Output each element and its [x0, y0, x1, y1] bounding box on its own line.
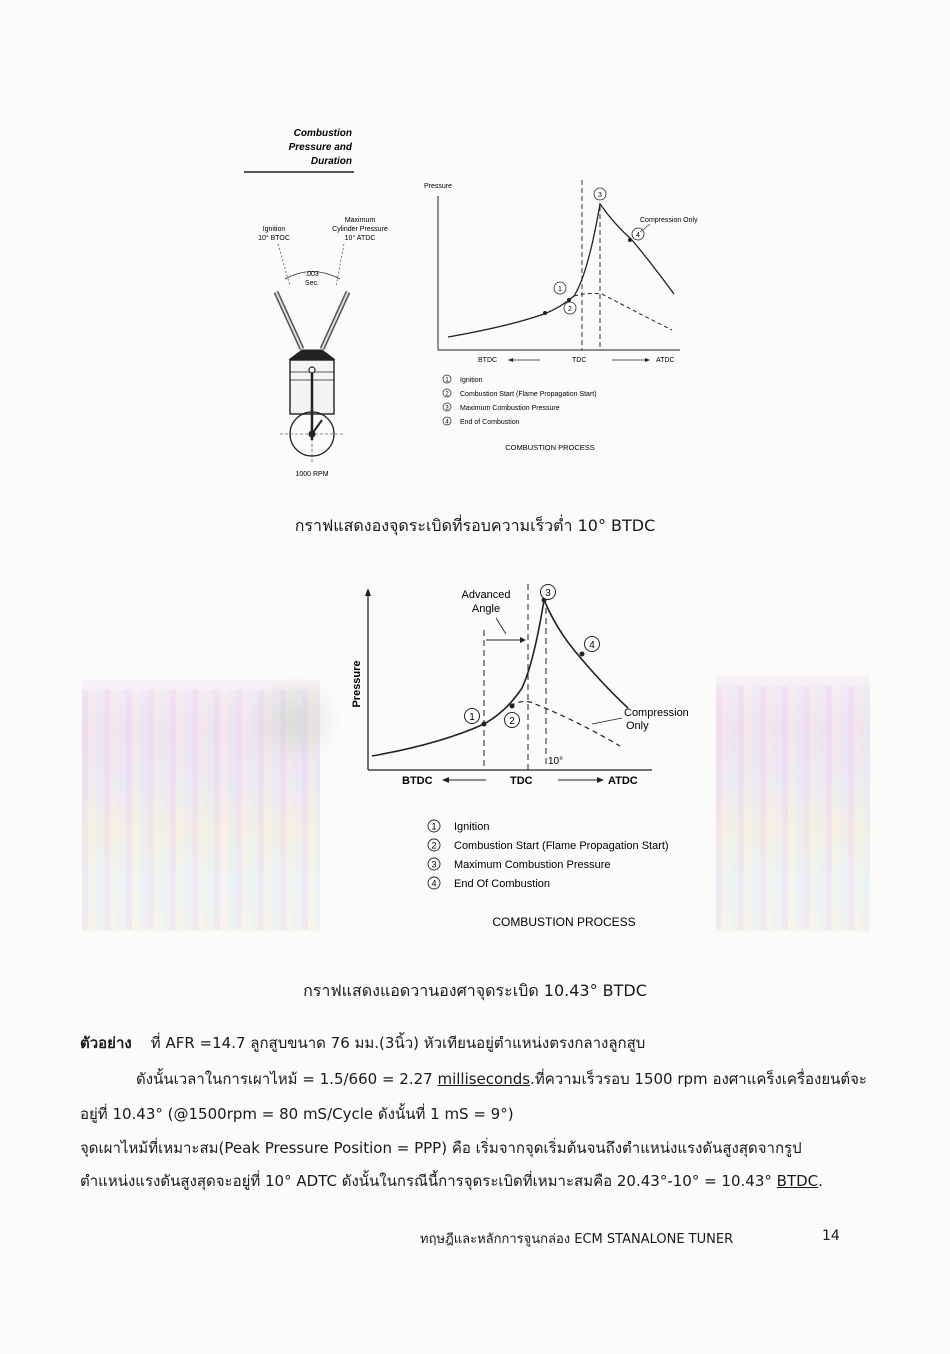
graph1-marker-1-text: 1 — [558, 286, 562, 293]
engine-cylinder-drawing — [276, 292, 348, 464]
graph2-combustion-curve — [372, 600, 628, 756]
graph1-x-atdc: ATDC — [656, 357, 675, 364]
figure-1 — [240, 124, 720, 484]
body-line-5-underlined: BTDC — [776, 1172, 819, 1190]
legend2-item-2: Combustion Start (Flame Propagation Start) — [454, 840, 669, 852]
graph2-compression-curve — [510, 702, 620, 747]
body-line-2-pre: ดังนั้นเวลาในการเผาไหม้ = 1.5/660 = 2.27 — [136, 1070, 438, 1088]
body-line-2 — [136, 1064, 896, 1095]
example-text: ที่ AFR =14.7 ลูกสูบขนาด 76 มม.(3นิ้ว) หัวเทียนอยู่ตำแหน่งตรงกลางลูกสูบ — [150, 1034, 646, 1052]
graph2-x-tdc: TDC — [510, 775, 533, 787]
graph1-compression-pointer — [640, 224, 650, 232]
figure-1-svg — [240, 124, 720, 484]
side-title-line-1: Combustion — [293, 128, 352, 139]
example-label: ตัวอย่าง — [80, 1034, 132, 1052]
duration-label-1: .003 — [305, 271, 319, 278]
graph2-process-label: COMBUSTION PROCESS — [492, 915, 636, 929]
legend2-item-3: Maximum Combustion Pressure — [454, 859, 611, 871]
body-line-5-pre: ตำแหน่งแรงดันสูงสุดจะอยู่ที่ 10° ADTC ดังนั้นในกรณีนี้การจุดระเบิดที่เหมาะสมคือ 20.43°-10° = 10.43° — [80, 1172, 777, 1190]
graph2-atdc-arrowhead — [597, 777, 604, 783]
graph1-x-btdc: BTDC — [478, 357, 498, 364]
body-line-5 — [80, 1166, 900, 1197]
legend2-item-1: Ignition — [454, 821, 490, 833]
body-line-4: จุดเผาไหม้ที่เหมาะสม(Peak Pressure Position = PPP) คือ เริ่มจากจุดเริ่มต้นจนถึงตำแหน่งแรงดันสูงสุดจากรูป — [80, 1139, 802, 1157]
graph2-x-btdc: BTDC — [402, 775, 433, 787]
graph1-y-label: Pressure — [424, 183, 453, 190]
graph2-point-2 — [510, 704, 515, 709]
legend1-item-4: End of Combustion — [460, 419, 520, 426]
graph1-process-label: COMBUSTION PROCESS — [505, 443, 595, 452]
figure-2 — [320, 578, 720, 938]
legend1-num-1: 1 — [445, 377, 449, 384]
figure-2-svg — [320, 578, 720, 938]
graph1-compression-label: Compression Only — [640, 217, 698, 224]
duration-label-2: Sec. — [304, 280, 320, 287]
caption-1: กราฟแสดงองจุดระเบิดที่รอบความเร็วต่ำ 10° BTDC — [294, 516, 656, 535]
graph1-btdc-arrowhead — [508, 358, 513, 362]
rpm-label: 1000 RPM — [295, 471, 329, 478]
caption-2: กราฟแสดงแอดวานองศาจุดระเบิด 10.43° BTDC — [303, 981, 647, 1000]
legend2-num-2: 2 — [431, 840, 437, 851]
legend1-item-1: Ignition — [460, 377, 483, 384]
graph2-ten-deg-label: 10° — [548, 756, 564, 767]
graph2-advanced-pointer — [496, 618, 506, 634]
graph2-point-4 — [580, 652, 585, 657]
body-line-2-underlined: milliseconds — [437, 1070, 531, 1088]
graph2-marker-4-text: 4 — [589, 640, 595, 651]
graph2-marker-3-text: 3 — [545, 588, 551, 599]
graph2-compression-label-1: Compression — [624, 707, 689, 719]
graph1-marker-3-text: 3 — [598, 192, 602, 199]
max-pressure-pointer — [336, 244, 344, 286]
ignition-label-2: 10° BTOC — [258, 235, 290, 242]
graph1-marker-4-text: 4 — [636, 232, 640, 239]
legend1-item-3: Maximum Combustion Pressure — [460, 405, 560, 412]
legend2-num-1: 1 — [431, 821, 437, 832]
max-pressure-label-1: Maximum — [344, 217, 376, 224]
body-line-2-post: .ที่ความเร็วรอบ 1500 rpm องศาแคร็งเครื่องยนต์จะ — [530, 1070, 867, 1088]
graph1-x-tdc: TDC — [572, 357, 587, 364]
graph2-x-atdc: ATDC — [608, 775, 638, 787]
side-title-line-3: Duration — [310, 156, 352, 167]
graph2-compression-pointer — [592, 718, 622, 724]
graph1-compression-curve — [574, 293, 672, 330]
graph1-point-4 — [628, 238, 632, 242]
legend2-num-3: 3 — [431, 859, 437, 870]
graph2-compression-label-2: Only — [626, 720, 649, 732]
graph2-marker-1-text: 1 — [469, 712, 475, 723]
legend2-item-4: End Of Combustion — [454, 878, 550, 890]
side-title-line-2: Pressure and — [288, 142, 352, 153]
legend1-num-4: 4 — [445, 419, 449, 426]
legend2-num-4: 4 — [431, 878, 437, 889]
footer-title: ทฤษฎีและหลักการจูนกล่อง ECM STANALONE TUNER — [420, 1232, 734, 1247]
ignition-label-1: Ignition — [262, 226, 286, 233]
graph2-advance-arrowhead — [520, 637, 526, 643]
legend1-num-2: 2 — [445, 391, 449, 398]
graph2-advanced-label-1: Advanced — [461, 589, 511, 601]
graph1-atdc-arrowhead — [645, 358, 650, 362]
max-pressure-label-3: 10° ATDC — [344, 235, 376, 242]
graph1-legend — [443, 375, 597, 426]
graph1-point-1 — [543, 311, 547, 315]
graph2-legend — [428, 820, 669, 890]
ignition-pointer — [278, 244, 290, 286]
body-line-1 — [80, 1028, 880, 1059]
graph2-y-arrowhead — [365, 588, 371, 596]
page-number: 14 — [822, 1228, 840, 1244]
graph1-marker-2-text: 2 — [568, 306, 572, 313]
graph2-btdc-arrowhead — [442, 777, 449, 783]
watermark-right-texture — [716, 686, 870, 930]
graph1-point-2 — [567, 298, 571, 302]
graph2-point-1 — [482, 722, 487, 727]
legend1-num-3: 3 — [445, 405, 449, 412]
body-line-3: อยู่ที่ 10.43° (@1500rpm = 80 mS/Cycle ดังนั้นที่ 1 mS = 9°) — [80, 1105, 514, 1123]
body-line-5-post: . — [818, 1172, 823, 1190]
graph2-y-label: Pressure — [351, 660, 363, 708]
legend1-item-2: Combustion Start (Flame Propagation Start) — [460, 391, 597, 398]
max-pressure-label-2: Cylinder Pressure — [332, 226, 388, 233]
graph2-advanced-label-2: Angle — [471, 603, 501, 615]
graph2-marker-2-text: 2 — [509, 716, 515, 727]
